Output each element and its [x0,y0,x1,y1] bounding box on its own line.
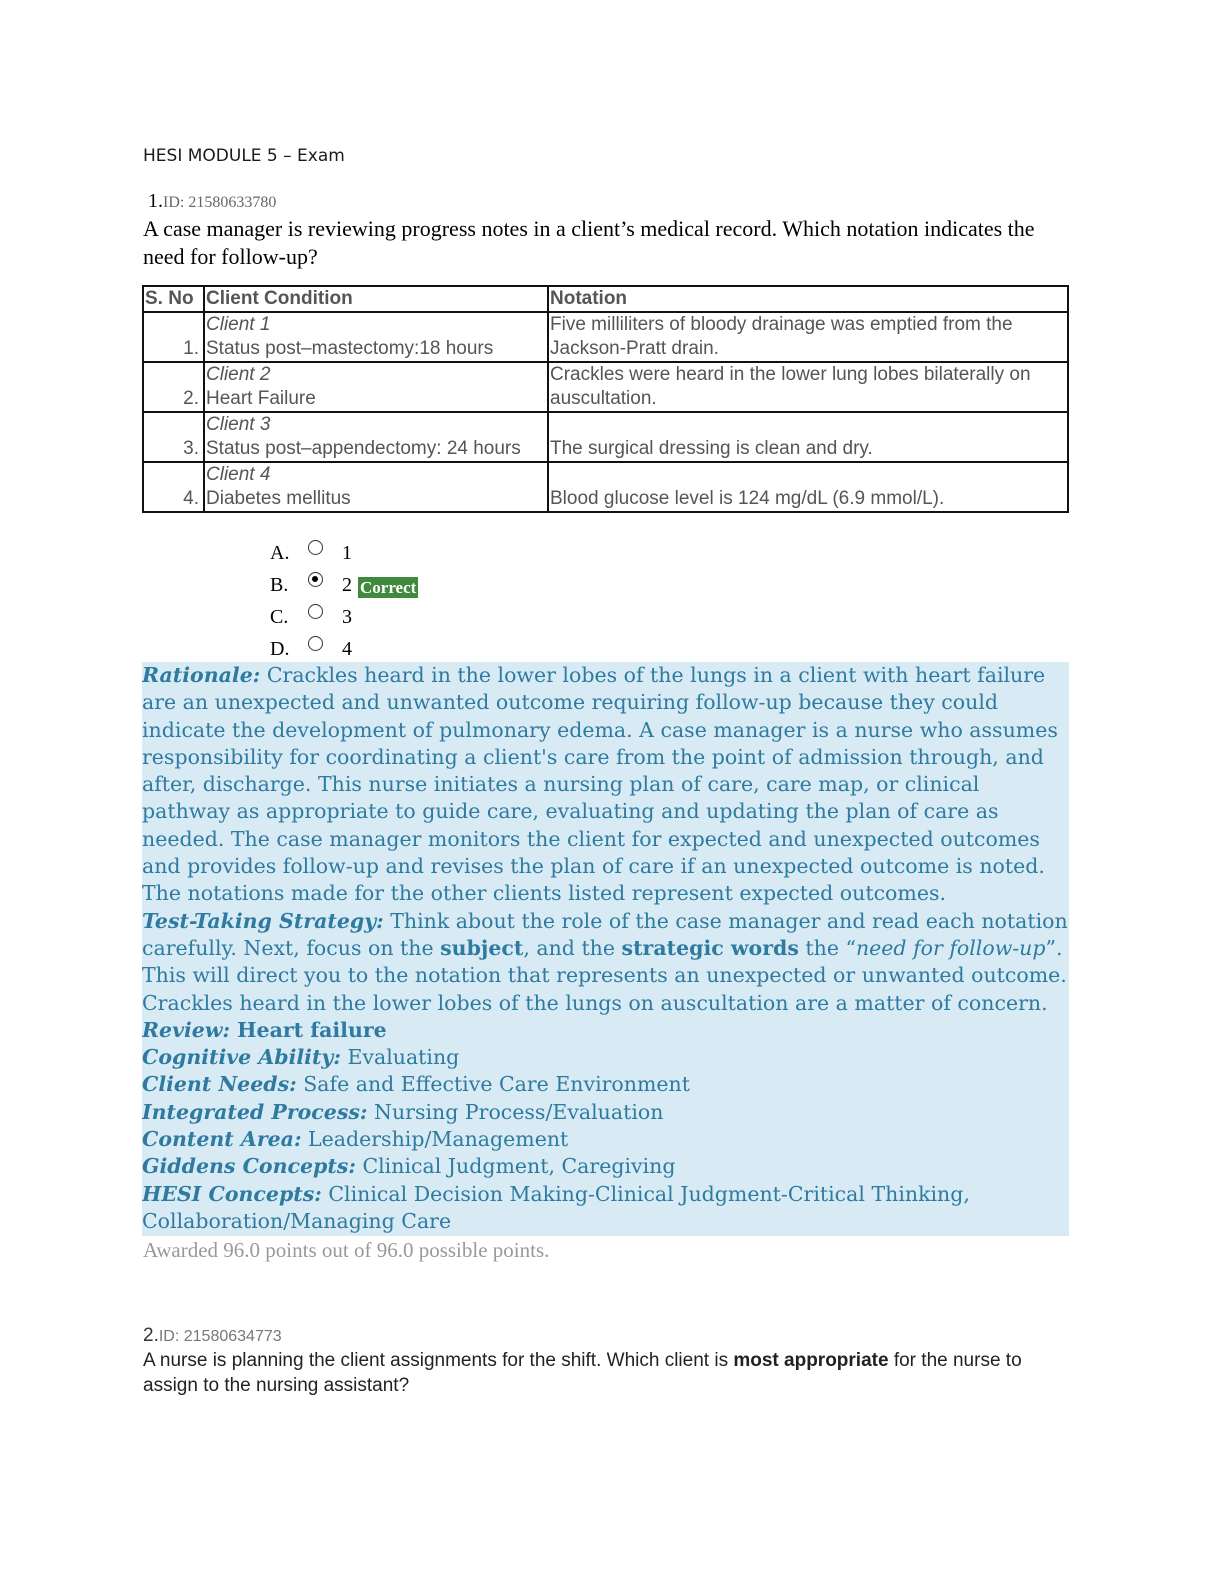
review-line [142,1017,1069,1044]
radio-button[interactable] [308,540,323,555]
client-needs-value: Safe and Effective Care Environment [296,1072,690,1097]
row-notation: Five milliliters of bloody drainage was emptied from the Jackson-Pratt drain. [548,312,1068,362]
client-name: Client 2 [206,364,271,385]
content-area-label: Content Area: [142,1127,302,1152]
strategy-text: the “ [798,935,856,960]
option-letter: A. [270,542,290,564]
option-letter: B. [270,574,289,596]
table-row [143,462,1068,512]
strategy-italic: need for follow-up [855,935,1046,960]
row-sno: 4. [143,462,204,512]
giddens-line [142,1153,1069,1180]
client-name: Client 3 [206,414,271,435]
rationale-box [142,662,1069,1236]
question-1-header [148,190,276,213]
question-id: ID: 21580633780 [163,194,277,211]
option-letter: C. [270,606,289,628]
cognitive-label: Cognitive Ability: [142,1045,341,1070]
hesi-value: Clinical Decision Making-Clinical Judgment-Critical Thinking, Collaboration/Managing Care [142,1181,970,1233]
strategy-text: ”. This will direct you to the notation that represents an unexpected or unwanted outcome. Crackles heard in the lower lobes of the lungs on auscultation are a matter of concern. [142,935,1067,1015]
row-notation: Crackles were heard in the lower lung lobes bilaterally on auscultation. [548,362,1068,412]
option-value: 3 [342,606,352,628]
strategy-text: , and the [523,935,622,960]
client-needs-line [142,1071,1069,1098]
table-row [143,412,1068,462]
question-id: ID: 21580634773 [158,1328,282,1345]
integrated-line [142,1099,1069,1126]
hesi-line [142,1181,1069,1236]
header-notation: Notation [548,286,1068,312]
stem-text: for the nurse to assign to the nursing assistant? [143,1350,1022,1396]
option-value: 4 [342,638,352,660]
header-client-condition: Client Condition [204,286,548,312]
row-client-condition [204,412,548,462]
client-condition: Status post–appendectomy: 24 hours [206,438,521,459]
row-notation: Blood glucose level is 124 mg/dL (6.9 mmol/L). [548,462,1068,512]
question-2-header [143,1325,282,1347]
strategy-text: Think about the role of the case manager and read each notation carefully. Next, focus on the [142,908,1068,960]
giddens-label: Giddens Concepts: [142,1154,356,1179]
review-label: Review: [142,1017,231,1042]
question-1-stem: A case manager is reviewing progress notes in a client’s medical record. Which notation indicates the need for follow-up? [143,216,1035,269]
question-number: 2. [143,1325,159,1346]
cognitive-line [142,1044,1069,1071]
table-row [143,362,1068,412]
radio-button-selected[interactable] [308,572,323,587]
client-name: Client 4 [206,464,271,485]
strategy-label: Test-Taking Strategy: [142,908,384,933]
client-condition: Status post–mastectomy:18 hours [206,338,494,359]
cognitive-value: Evaluating [340,1045,460,1070]
row-sno: 3. [143,412,204,462]
client-needs-label: Client Needs: [142,1072,297,1097]
option-value: 1 [342,542,352,564]
correct-badge: Correct [360,578,417,597]
radio-button[interactable] [308,636,323,651]
client-condition: Heart Failure [206,388,316,409]
strategy-strategic-words: strategic words [621,935,799,960]
rationale-label: Rationale: [142,663,261,687]
row-client-condition [204,312,548,362]
option-letter: D. [270,638,290,660]
option-value: 2 [342,574,352,596]
question-2-stem [143,1348,1043,1398]
client-notation-table [142,285,1069,513]
hesi-label: HESI Concepts: [142,1181,322,1206]
page-title: HESI MODULE 5 – Exam [143,146,345,166]
client-name: Client 1 [206,314,271,335]
row-client-condition [204,462,548,512]
strategy-subject: subject [440,935,524,960]
stem-text: A nurse is planning the client assignments for the shift. Which client is [143,1350,734,1371]
row-client-condition [204,362,548,412]
points-awarded: Awarded 96.0 points out of 96.0 possible points. [143,1238,550,1262]
strategy-paragraph [142,908,1069,1017]
client-condition: Diabetes mellitus [206,488,351,509]
question-number: 1. [148,190,163,212]
review-value: Heart failure [230,1017,387,1042]
rationale-paragraph [142,662,1069,908]
integrated-value: Nursing Process/Evaluation [367,1099,664,1124]
integrated-label: Integrated Process: [142,1099,368,1124]
row-sno: 2. [143,362,204,412]
giddens-value: Clinical Judgment, Caregiving [355,1154,676,1179]
header-sno: S. No [143,286,204,312]
row-notation: The surgical dressing is clean and dry. [548,412,1068,462]
stem-bold: most appropriate [733,1350,889,1371]
table-header-row [143,286,1068,312]
content-area-value: Leadership/Management [301,1127,569,1152]
radio-button[interactable] [308,604,323,619]
table-row [143,312,1068,362]
content-area-line [142,1126,1069,1153]
row-sno: 1. [143,312,204,362]
rationale-text: Crackles heard in the lower lobes of the lungs in a client with heart failure are an unexpected and unwanted outcome requiring follow-up because they could indicate the development of pulmonary edema. A case manager is a nurse who assumes responsibility for coordinating a client's care from the point of admission through, and after, discharge. This nurse initiates a nursing plan of care, care map, or clinical pathway as appropriate to guide care, evaluating and updating the plan of care as needed. The case manager monitors the client for expected and unexpected outcomes and provides follow-up and revises the plan of care if an unexpected outcome is noted. The notations made for the other clients listed represent expected outcomes. [142,663,1058,906]
